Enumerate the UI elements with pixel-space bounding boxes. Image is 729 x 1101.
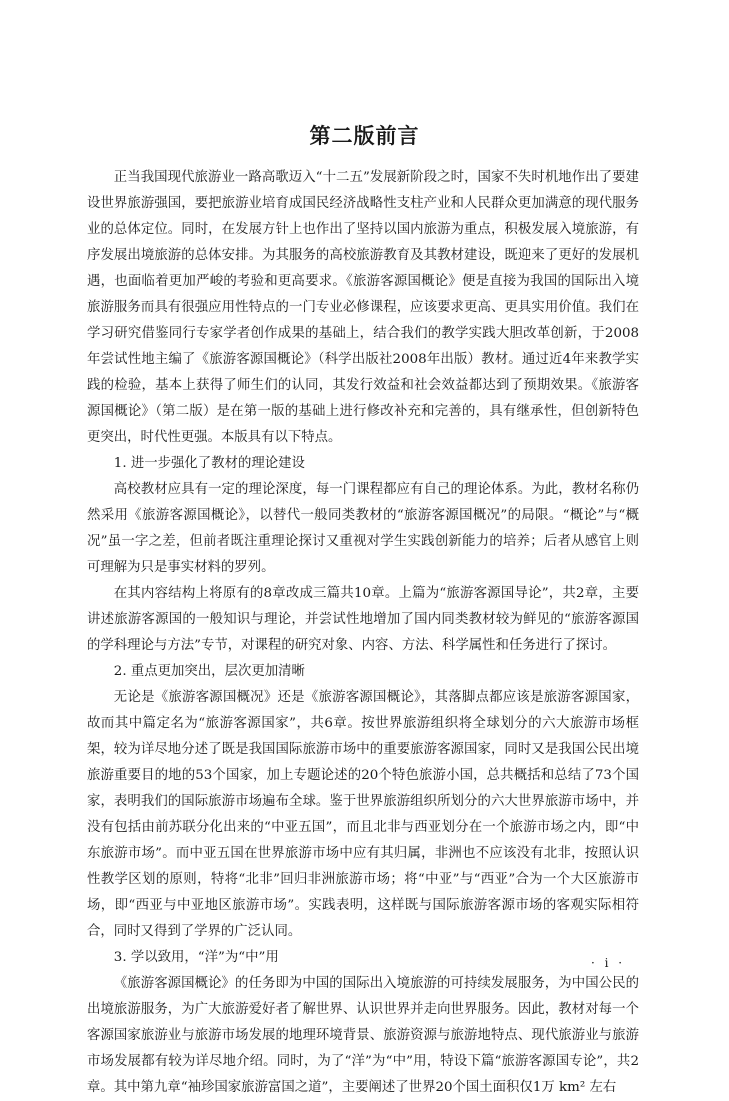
paragraph: 正当我国现代旅游业一路高歌迈入“十二五”发展新阶段之时，国家不失时机地作出了要建设世界旅游强国，要把旅游业培育成国民经济战略性支柱产业和人民群众更加满意的现代服务业的总体定位。同时，在发展方针上也作出了坚持以国内旅游为重点，积极发展入境旅游，有序发展出境旅游的总体安排。为其服务的高校旅游教育及其教材建设，既迎来了更好的发展机遇，也面临着更加严峻的考验和更高要求。《旅游客源国概论》便是直接为我国的国际出入境旅游服务而具有很强应用性特点的一门专业必修课程，应该要求更高、更具实用价值。我们在学习研究借鉴同行专家学者创作成果的基础上，结合我们的教学实践大胆改革创新，于2008年尝试性地主编了《旅游客源国概论》（科学出版社2008年出版）教材。通过近4年来教学实践的检验，基本上获得了师生们的认同，其发行效益和社会效益都达到了预期效果。《旅游客源国概论》（第二版）是在第一版的基础上进行修改补充和完善的，具有继承性，但创新特色更突出，时代性更强。本版具有以下特点。 [87,170,639,445]
paragraph: 高校教材应具有一定的理论深度，每一门课程都应有自己的理论体系。为此，教材名称仍然采用《旅游客源国概论》，以替代一般同类教材的“旅游客源国概况”的局限。“概论”与“概况”虽一字之差，但前者既注重理论探讨又重视对学生实践创新能力的培养；后者从感官上则可理解为只是事实材料的罗列。 [87,482,639,575]
page-number: · i · [590,956,626,970]
paragraph: 在其内容结构上将原有的8章改成三篇共10章。上篇为“旅游客源国导论”，共2章，主要讲述旅游客源国的一般知识与理论，并尝试性地增加了国内同类教材较为鲜见的“旅游客源国的学科理论与方法”专节，对课程的研究对象、内容、方法、科学属性和任务进行了探讨。 [87,586,639,653]
paragraph: 无论是《旅游客源国概况》还是《旅游客源国概论》，其落脚点都应该是旅游客源国家，故而其中篇定名为“旅游客源国家”，共6章。按世界旅游组织将全球划分的六大旅游市场框架，较为详尽地分述了既是我国国际旅游市场中的重要旅游客源国家，同时又是我国公民出境旅游重要目的地的53个国家，加上专题论述的20个特色旅游小国，总共概括和总结了73个国家，表明我们的国际旅游市场遍布全球。鉴于世界旅游组织所划分的六大世界旅游市场中，并没有包括由前苏联分化出来的“中亚五国”，而且北非与西亚划分在一个旅游市场之内，即“中东旅游市场”。而中亚五国在世界旅游市场中应有其归属，非洲也不应该没有北非，按照认识性教学区划的原则，特将“北非”回归非洲旅游市场；将“中亚”与“西亚”合为一个大区旅游市场，即“西亚与中亚地区旅游市场”。实践表明，这样既与国际旅游客源市场的客观实际相符合，同时又得到了学界的广泛认同。 [87,690,639,939]
preface-body [87,165,639,1101]
section-heading: 3. 学以致用，“洋”为“中”用 [113,950,279,965]
section-heading: 1. 进一步强化了教材的理论建设 [113,456,305,471]
section-heading: 2. 重点更加突出，层次更加清晰 [113,664,305,679]
paragraph: 《旅游客源国概论》的任务即为中国的国际出入境旅游的可持续发展服务，为中国公民的出境旅游服务，为广大旅游爱好者了解世界、认识世界并走向世界服务。因此，教材对每一个客源国家旅游业与旅游市场发展的地理环境背景、旅游资源与旅游地特点、现代旅游业与旅游市场发展都有较为详尽地介绍。同时，为了“洋”为“中”用，特设下篇“旅游客源国专论”，共2章。其中第九章“袖珍国家旅游富国之道”，主要阐述了世界20个国土面积仅1万 km² 左右 [87,976,639,1095]
page-title: 第二版前言 [309,124,420,148]
